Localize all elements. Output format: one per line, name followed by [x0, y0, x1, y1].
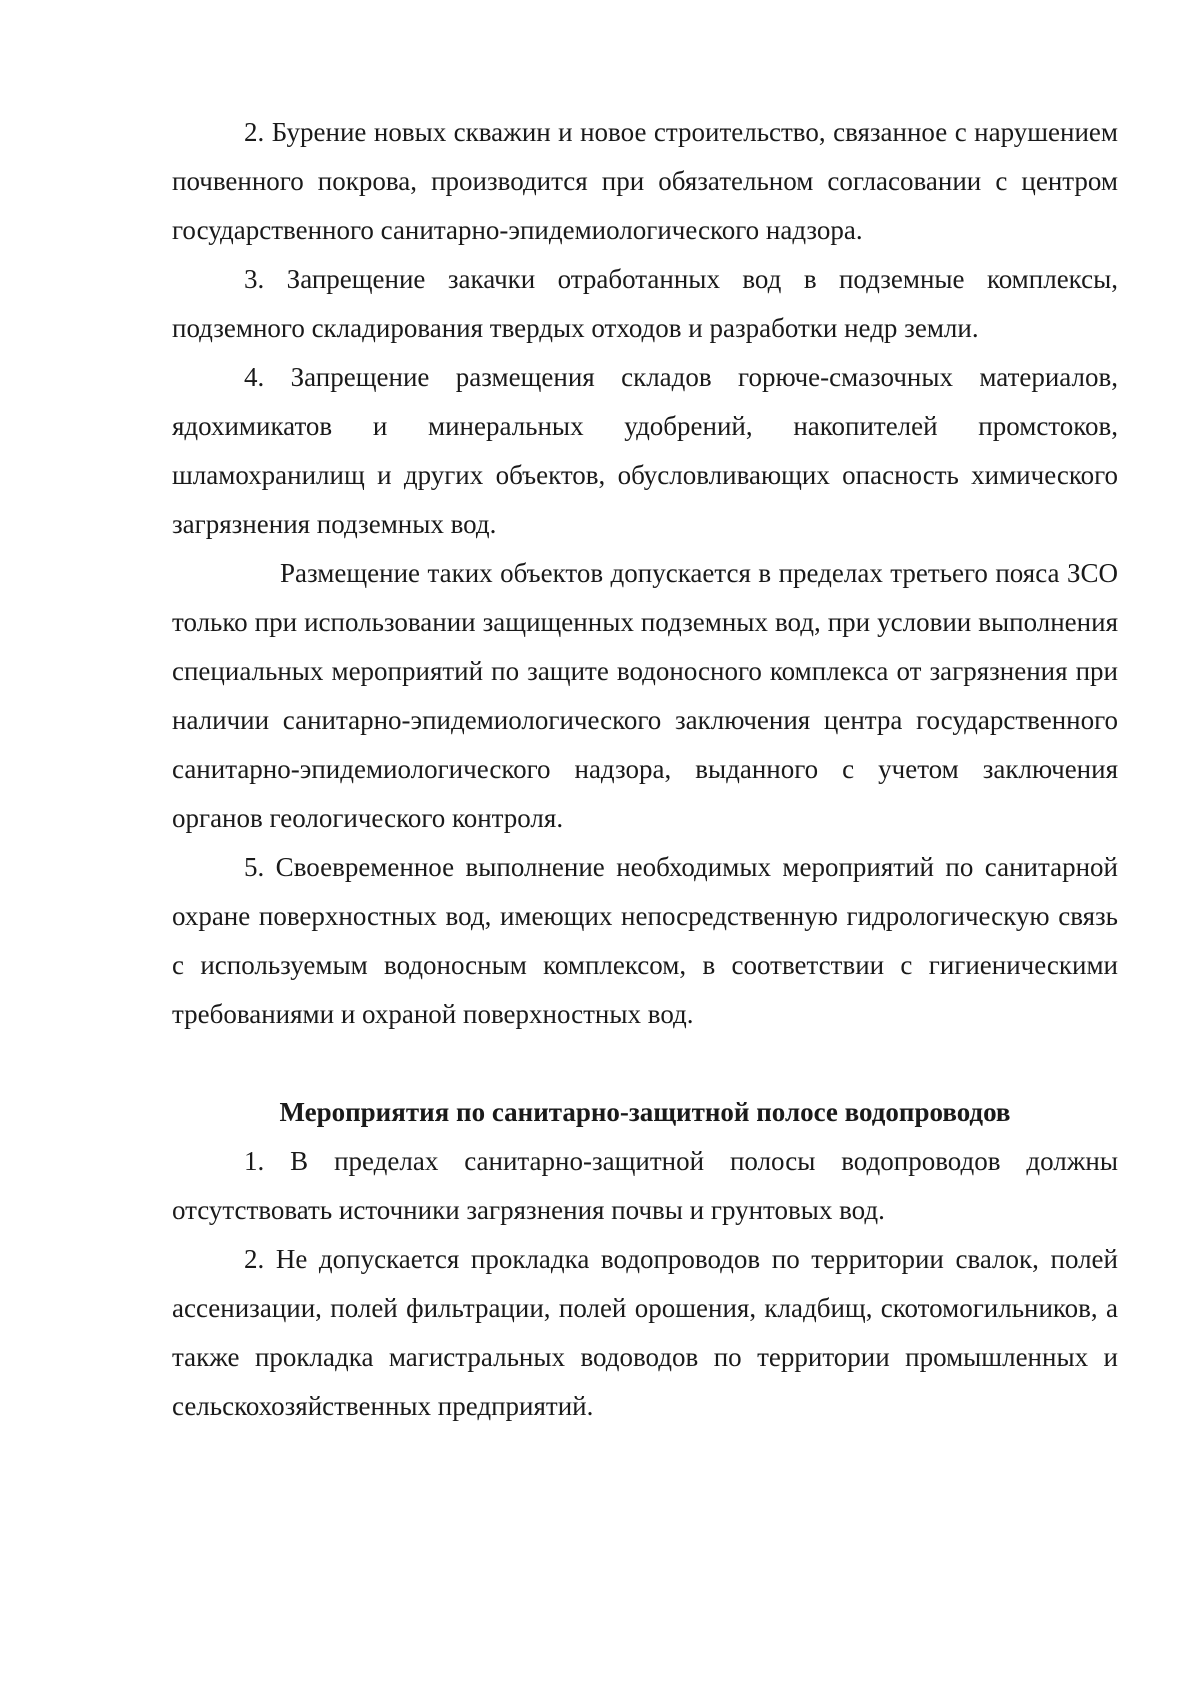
section-paragraph-item-2: 2. Не допускается прокладка водопроводов по территории свалок, полей ассенизации, полей фильтрации, полей орошения, кладбищ, скотомогильников, а также прокладка магистральных водоводов по территории промышленных и сельскохозяйственных предприятий.	[172, 1244, 1118, 1421]
paragraph-item-4: 4. Запрещение размещения складов горюче-смазочных материалов, ядохимикатов и минеральных удобрений, накопителей промстоков, шламохранилищ и других объектов, обусловливающих опасность химического загрязнения подземных вод.	[172, 362, 1118, 539]
paragraph-placement-conditions: Размещение таких объектов допускается в пределах третьего пояса ЗСО только при использовании защищенных подземных вод, при условии выполнения специальных мероприятий по защите водоносного комплекса от загрязнения при наличии санитарно-эпидемиологического заключения центра государственного санитарно-эпидемиологического надзора, выданного с учетом заключения органов геологического контроля.	[172, 558, 1118, 833]
paragraph-item-2: 2. Бурение новых скважин и новое строительство, связанное с нарушением почвенного покрова, производится при обязательном согласовании с центром государственного санитарно-эпидемиологического надзора.	[172, 117, 1118, 245]
document-body	[172, 108, 1118, 1431]
paragraph-item-5: 5. Своевременное выполнение необходимых мероприятий по санитарной охране поверхностных вод, имеющих непосредственную гидрологическую связь с используемым водоносным комплексом, в соответствии с гигиеническими требованиями и охраной поверхностных вод.	[172, 852, 1118, 1029]
paragraph-item-3: 3. Запрещение закачки отработанных вод в подземные комплексы, подземного складирования твердых отходов и разработки недр земли.	[172, 264, 1118, 343]
section-heading: Мероприятия по санитарно-защитной полосе водопроводов	[279, 1097, 1011, 1127]
section-paragraph-item-1: 1. В пределах санитарно-защитной полосы водопроводов должны отсутствовать источники загрязнения почвы и грунтовых вод.	[172, 1146, 1118, 1225]
